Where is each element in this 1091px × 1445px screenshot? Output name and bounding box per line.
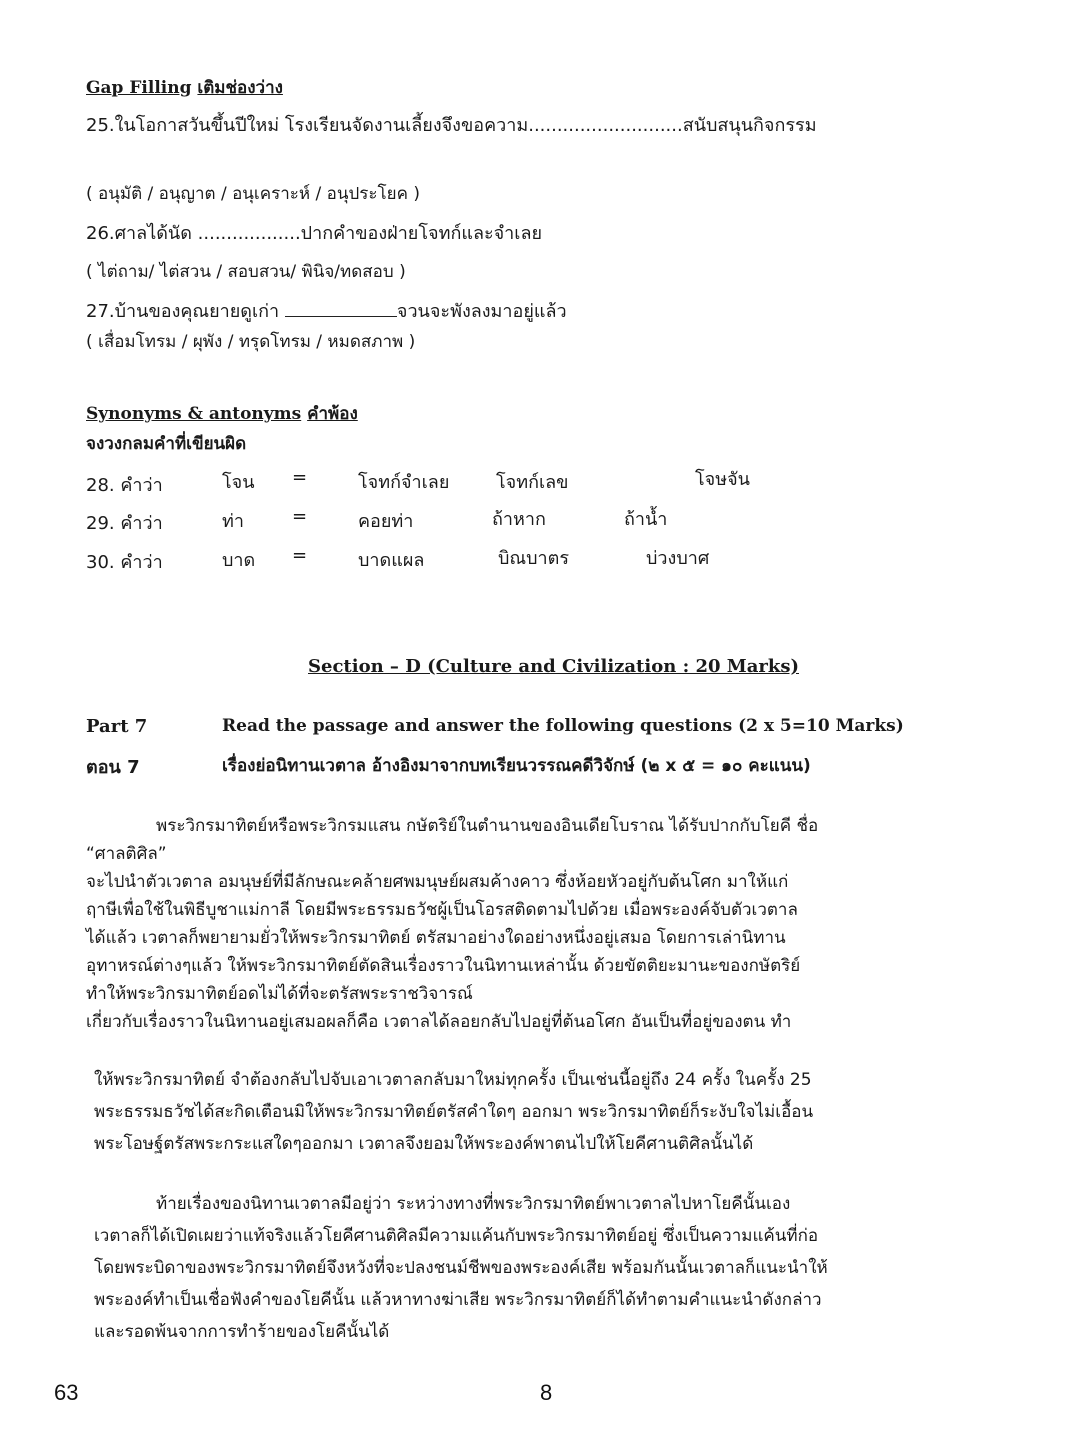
part-7-label: Part 7 bbox=[86, 716, 148, 737]
gap-filling-heading-th: เติมช่องว่าง bbox=[197, 78, 283, 98]
gap-filling-heading-en: Gap Filling bbox=[86, 78, 192, 98]
passage-line: ท้ายเรื่องของนิทานเวตาลมีอยู่ว่า ระหว่างทางที่พระวิกรมาทิตย์พาเวตาลไปหาโยคีนั้นเอง bbox=[156, 1194, 791, 1214]
gap-filling-heading bbox=[86, 74, 283, 101]
synonyms-heading bbox=[86, 400, 358, 427]
row-equals: = bbox=[292, 467, 308, 488]
q27-options: ( เสื่อมโทรม / ผุพัง / ทรุดโทรม / หมดสภาพ ) bbox=[86, 332, 416, 352]
footer-code: 63 bbox=[54, 1380, 79, 1405]
row-number: 28. คำว่า bbox=[86, 475, 163, 496]
part-7-instruction: Read the passage and answer the following questions (2 x 5=10 Marks) bbox=[222, 716, 904, 736]
q26-options: ( ไต่ถาม/ ไต่สวน / สอบสวน/ พินิจ/ทดสอบ ) bbox=[86, 262, 406, 282]
q26-blank: .................. bbox=[197, 223, 301, 244]
row-word: โจน bbox=[222, 472, 255, 493]
row-option-1: คอยท่า bbox=[358, 511, 414, 532]
passage-line: พระธรรมธวัชได้สะกิดเตือนมิให้พระวิกรมาทิตย์ตรัสคำใดๆ ออกมา พระวิกรมาทิตย์ก็ระงับใจไม่เอื้อน bbox=[94, 1102, 814, 1122]
passage-line: โดยพระบิดาของพระวิกรมาทิตย์จึงหวังที่จะปลงชนม์ชีพของพระองค์เสีย พร้อมกันนั้นเวตาลก็แนะนำให้ bbox=[94, 1258, 828, 1278]
row-option-3: โจษจัน bbox=[695, 469, 750, 490]
row-equals: = bbox=[292, 506, 308, 527]
q25-options: ( อนุมัติ / อนุญาต / อนุเคราะห์ / อนุประโยค ) bbox=[86, 184, 421, 204]
q25-blank: ........................... bbox=[528, 115, 683, 136]
passage-line: ทำให้พระวิกรมาทิตย์อดไม่ได้ที่จะตรัสพระราชวิจารณ์ bbox=[86, 984, 473, 1004]
row-word: ท่า bbox=[222, 511, 244, 532]
row-word: บาด bbox=[222, 550, 256, 571]
ton-7-instruction: เรื่องย่อนิทานเวตาล อ้างอิงมาจากบทเรียนวรรณคดีวิจักษ์ (๒ x ๕ = ๑๐ คะแนน) bbox=[222, 756, 811, 776]
q26-after: ปากคำของฝ่ายโจทก์และจำเลย bbox=[300, 223, 543, 244]
row-option-1: โจทก์จำเลย bbox=[358, 472, 450, 493]
row-option-2: ถ้าหาก bbox=[492, 509, 546, 530]
passage-line: และรอดพ้นจากการทำร้ายของโยคีนั้นได้ bbox=[94, 1322, 390, 1342]
passage-line: “ศาลติศิล” bbox=[86, 844, 167, 864]
row-option-3: บ่วงบาศ bbox=[646, 548, 710, 569]
q25-after: สนับสนุนกิจกรรม bbox=[682, 115, 817, 136]
passage-line: เกี่ยวกับเรื่องราวในนิทานอยู่เสมอผลก็คือ เวตาลได้ลอยกลับไปอยู่ที่ต้นอโศก อันเป็นที่อยู่ของตน ทำ bbox=[86, 1012, 792, 1032]
ton-7-label: ตอน 7 bbox=[86, 757, 140, 778]
passage-line: พระวิกรมาทิตย์หรือพระวิกรมแสน กษัตริย์ในตำนานของอินเดียโบราณ ได้รับปากกับโยคี ชื่อ bbox=[156, 816, 819, 836]
page-number: 8 bbox=[540, 1380, 553, 1405]
passage-line: ฤาษีเพื่อใช้ในพิธีบูชาแม่กาลี โดยมีพระธรรมธวัชผู้เป็นโอรสติดตามไปด้วย เมื่อพระองค์จับตัวเวตาล bbox=[86, 900, 798, 920]
passage-paragraph-2 bbox=[94, 1064, 813, 1160]
q27-blank-line bbox=[285, 302, 397, 317]
q25-before: 25.ในโอกาสวันขึ้นปีใหม่ โรงเรียนจัดงานเลี้ยงจึงขอความ bbox=[86, 115, 529, 136]
passage-line: อุทาหรณ์ต่างๆแล้ว ให้พระวิกรมาทิตย์ตัดสินเรื่องราวในนิทานเหล่านั้น ด้วยขัตติยะมานะของกษัตริย์ bbox=[86, 956, 801, 976]
section-d-title: Section – D (Culture and Civilization : 20 Marks) bbox=[308, 656, 799, 677]
passage-line: พระองค์ทำเป็นเชื่อฟังคำของโยคีนั้น แล้วหาทางฆ่าเสีย พระวิกรมาทิตย์ก็ได้ทำตามคำแนะนำดังกล่าว bbox=[94, 1290, 822, 1310]
row-number: 29. คำว่า bbox=[86, 513, 163, 534]
passage-line: เวตาลก็ได้เปิดเผยว่าแท้จริงแล้วโยคีศานติศิลมีความแค้นกับพระวิกรมาทิตย์อยู่ ซึ่งเป็นความแค้นที่ก่อ bbox=[94, 1226, 819, 1246]
row-number: 30. คำว่า bbox=[86, 552, 163, 573]
synonyms-instruction: จงวงกลมคำที่เขียนผิด bbox=[86, 434, 247, 454]
row-option-2: บิณบาตร bbox=[498, 548, 570, 569]
q27-before: 27.บ้านของคุณยายดูเก่า bbox=[86, 301, 280, 322]
row-option-1: บาดแผล bbox=[358, 550, 425, 571]
synonyms-heading-th: คำพ้อง bbox=[307, 404, 358, 424]
question-27 bbox=[86, 296, 567, 325]
q26-before: 26.ศาลได้นัด bbox=[86, 223, 192, 244]
passage-paragraph-3 bbox=[94, 1188, 828, 1348]
synonyms-heading-en: Synonyms & antonyms bbox=[86, 404, 302, 424]
q27-after: จวนจะพังลงมาอยู่แล้ว bbox=[396, 301, 567, 322]
row-equals: = bbox=[292, 545, 308, 566]
passage-line: พระโอษฐ์ตรัสพระกระแสใดๆออกมา เวตาลจึงยอมให้พระองค์พาตนไปให้โยคีศานติศิลนั้นได้ bbox=[94, 1134, 754, 1154]
passage-line: ให้พระวิกรมาทิตย์ จำต้องกลับไปจับเอาเวตาลกลับมาใหม่ทุกครั้ง เป็นเช่นนี้อยู่ถึง 24 ครั้ง ในครั้ง 25 bbox=[94, 1070, 812, 1090]
passage-line: ได้แล้ว เวตาลก็พยายามยั่วให้พระวิกรมาทิตย์ ตรัสมาอย่างใดอย่างหนึ่งอยู่เสมอ โดยการเล่านิทาน bbox=[86, 928, 786, 948]
passage-line: จะไปนำตัวเวตาล อมนุษย์ที่มีลักษณะคล้ายศพมนุษย์ผสมค้างคาว ซึ่งห้อยหัวอยู่กับต้นโศก มาให้แก่ bbox=[86, 872, 789, 892]
question-26 bbox=[86, 218, 542, 247]
row-option-2: โจทก์เลข bbox=[496, 472, 569, 493]
question-25 bbox=[86, 110, 817, 139]
row-option-3: ถ้าน้ำ bbox=[624, 509, 668, 530]
passage-paragraph-1 bbox=[86, 812, 818, 1036]
